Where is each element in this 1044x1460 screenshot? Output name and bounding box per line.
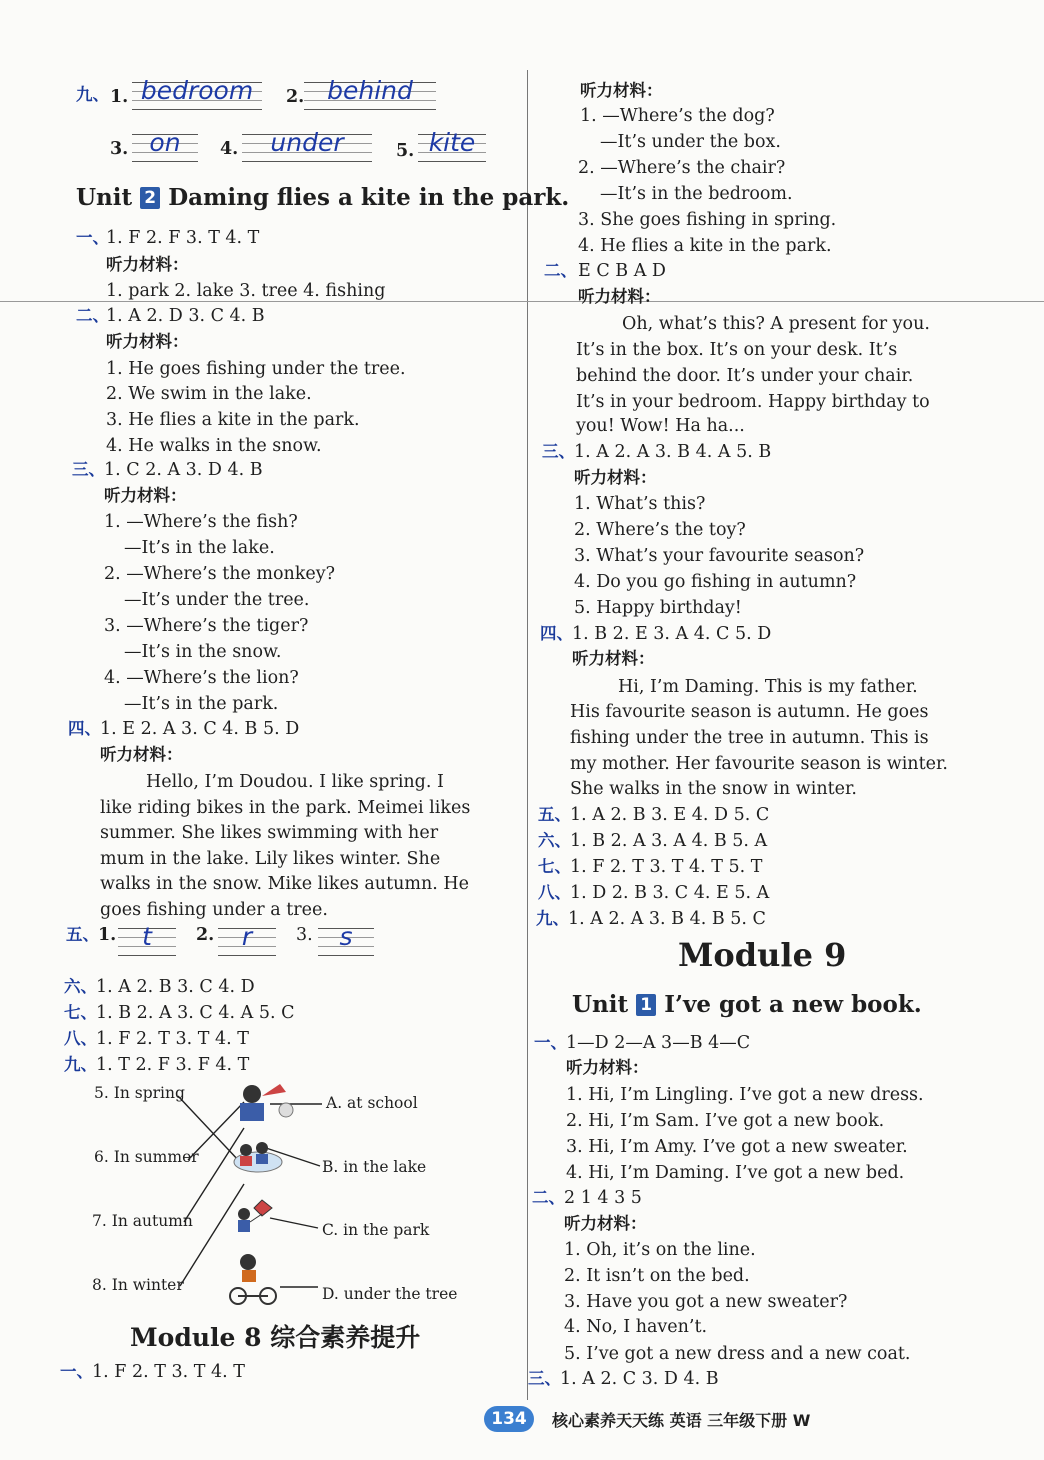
item-number: 2. bbox=[286, 87, 305, 107]
section-label: 三、 bbox=[528, 1369, 561, 1388]
section-label: 九、 bbox=[536, 909, 569, 928]
answers: 1. A 2. C 3. D 4. B bbox=[560, 1369, 719, 1389]
listening-label: 听力材料： bbox=[566, 1058, 649, 1077]
answers: 1. F 2. T 3. T 4. T bbox=[92, 1362, 245, 1382]
listening-line: 4. He flies a kite in the park. bbox=[578, 236, 832, 256]
picture-snow-icon bbox=[240, 1084, 293, 1121]
listening-line: 2. Hi, I’m Sam. I’ve got a new book. bbox=[566, 1111, 885, 1131]
listening-line: 3. —Where’s the tiger? bbox=[104, 616, 309, 636]
answers: 1. F 2. T 3. T 4. T bbox=[96, 1029, 249, 1049]
answers: 1. C 2. A 3. D 4. B bbox=[104, 460, 263, 480]
listening-line: 3. What’s your favourite season? bbox=[574, 546, 865, 566]
match-left-item: 6. In summer bbox=[94, 1148, 199, 1166]
picture-lake-icon bbox=[234, 1142, 282, 1172]
listening-text: 1. park 2. lake 3. tree 4. fishing bbox=[106, 281, 386, 301]
listening-line: 3. He flies a kite in the park. bbox=[106, 410, 360, 430]
listening-line: 3. Hi, I’m Amy. I’ve got a new sweater. bbox=[566, 1137, 908, 1157]
match-line bbox=[270, 1218, 318, 1228]
answers: 2 1 4 3 5 bbox=[564, 1188, 642, 1208]
listening-line: 1. He goes fishing under the tree. bbox=[106, 359, 406, 379]
listening-line: mum in the lake. Lily likes winter. She bbox=[100, 849, 441, 869]
section-label: 二、 bbox=[532, 1188, 565, 1207]
listening-line: 2. Where’s the toy? bbox=[574, 520, 746, 540]
handwritten-answer: on bbox=[149, 128, 181, 157]
listening-line: you! Wow! Ha ha... bbox=[576, 416, 745, 436]
listening-line: 4. Hi, I’m Daming. I’ve got a new bed. bbox=[566, 1163, 905, 1183]
match-left-item: 5. In spring bbox=[94, 1084, 185, 1102]
handwritten-answer: under bbox=[270, 128, 344, 157]
listening-line: 2. It isn’t on the bed. bbox=[564, 1266, 750, 1286]
listening-label: 听力材料： bbox=[100, 745, 183, 764]
unit-number-badge: 2 bbox=[140, 187, 160, 209]
listening-line: 4. —Where’s the lion? bbox=[104, 668, 299, 688]
listening-line: Hi, I’m Daming. This is my father. bbox=[618, 677, 918, 697]
answers: 1. B 2. A 3. A 4. B 5. A bbox=[570, 831, 768, 851]
section-label: 四、 bbox=[68, 719, 101, 738]
listening-line: —It’s in the bedroom. bbox=[600, 184, 793, 204]
section-label: 九、 bbox=[76, 85, 109, 104]
listening-line: 1. What’s this? bbox=[574, 494, 706, 514]
matching-lines bbox=[0, 0, 528, 1320]
section-label: 七、 bbox=[538, 857, 571, 876]
listening-label: 听力材料： bbox=[578, 287, 661, 306]
answers: 1. T 2. F 3. F 4. T bbox=[96, 1055, 250, 1075]
picture-kite-icon bbox=[238, 1200, 272, 1232]
footer-book-title: 核心素养天天练 英语 三年级下册 W bbox=[552, 1411, 811, 1430]
item-number: 1. bbox=[98, 925, 117, 945]
listening-line: my mother. Her favourite season is winter. bbox=[570, 754, 948, 774]
answers: 1. D 2. B 3. C 4. E 5. A bbox=[570, 883, 770, 903]
handwritten-answer: s bbox=[339, 922, 353, 951]
listening-line: His favourite season is autumn. He goes bbox=[570, 702, 929, 722]
listening-line: It’s in your bedroom. Happy birthday to bbox=[576, 392, 930, 412]
listening-line: —It’s under the box. bbox=[600, 132, 781, 152]
answers: 1. A 2. A 3. B 4. A 5. B bbox=[574, 442, 772, 462]
section-label: 一、 bbox=[60, 1362, 93, 1381]
listening-line: 5. I’ve got a new dress and a new coat. bbox=[564, 1344, 911, 1364]
listening-line: —It’s in the park. bbox=[124, 694, 279, 714]
listening-line: 4. He walks in the snow. bbox=[106, 436, 322, 456]
listening-line: It’s in the box. It’s on your desk. It’s bbox=[576, 340, 898, 360]
answers: 1—D 2—A 3—B 4—C bbox=[566, 1033, 751, 1053]
match-right-item: A. at school bbox=[326, 1094, 418, 1112]
listening-line: summer. She likes swimming with her bbox=[100, 823, 439, 843]
listening-line: 4. Do you go fishing in autumn? bbox=[574, 572, 857, 592]
section-label: 一、 bbox=[534, 1033, 567, 1052]
listening-line: behind the door. It’s under your chair. bbox=[576, 366, 914, 386]
section-label: 一、 bbox=[76, 228, 109, 247]
section-label: 六、 bbox=[538, 831, 571, 850]
match-line bbox=[180, 1184, 244, 1286]
listening-line: 3. Have you got a new sweater? bbox=[564, 1292, 848, 1312]
listening-line: 2. —Where’s the chair? bbox=[578, 158, 786, 178]
match-line bbox=[178, 1096, 240, 1162]
section-label: 五、 bbox=[66, 925, 99, 944]
section-label: 三、 bbox=[72, 460, 105, 479]
match-right-item: C. in the park bbox=[322, 1221, 430, 1239]
answers: 1. F 2. T 3. T 4. T 5. T bbox=[570, 857, 763, 877]
handwritten-answer: r bbox=[241, 922, 253, 951]
listening-line: goes fishing under a tree. bbox=[100, 900, 328, 920]
listening-line: 3. She goes fishing in spring. bbox=[578, 210, 837, 230]
answers: 1. B 2. A 3. C 4. A 5. C bbox=[96, 1003, 295, 1023]
listening-line: —It’s in the lake. bbox=[124, 538, 275, 558]
section-label: 四、 bbox=[540, 624, 573, 643]
section-label: 五、 bbox=[538, 805, 571, 824]
section-label: 六、 bbox=[64, 977, 97, 996]
unit-word: Unit bbox=[572, 991, 629, 1018]
listening-label: 听力材料： bbox=[106, 332, 189, 351]
answers: 1. A 2. D 3. C 4. B bbox=[106, 306, 265, 326]
item-number: 3. bbox=[296, 925, 313, 945]
listening-label: 听力材料： bbox=[106, 255, 189, 274]
answers: 1. A 2. B 3. C 4. D bbox=[96, 977, 255, 997]
unit-number-badge: 1 bbox=[636, 994, 656, 1016]
module-9-heading: Module 9 bbox=[678, 936, 847, 974]
listening-label: 听力材料： bbox=[564, 1214, 647, 1233]
page-number-badge: 134 bbox=[484, 1406, 534, 1432]
match-right-item: B. in the lake bbox=[322, 1158, 427, 1176]
listening-line: 1. —Where’s the dog? bbox=[580, 106, 775, 126]
listening-line: 5. Happy birthday! bbox=[574, 598, 742, 618]
handwritten-answer: kite bbox=[428, 128, 476, 157]
item-number: 1. bbox=[110, 87, 129, 107]
handwritten-answer: t bbox=[142, 922, 152, 951]
listening-line: 1. Oh, it’s on the line. bbox=[564, 1240, 756, 1260]
item-number: 3. bbox=[110, 139, 129, 159]
answers: 1. E 2. A 3. C 4. B 5. D bbox=[100, 719, 300, 739]
item-number: 4. bbox=[220, 139, 239, 159]
listening-line: walks in the snow. Mike likes autumn. He bbox=[100, 874, 469, 894]
listening-label: 听力材料： bbox=[574, 468, 657, 487]
listening-line: 1. —Where’s the fish? bbox=[104, 512, 298, 532]
unit-title: I’ve got a new book. bbox=[664, 991, 922, 1018]
section-label: 二、 bbox=[76, 306, 109, 325]
match-left-item: 7. In autumn bbox=[92, 1212, 193, 1230]
listening-label: 听力材料： bbox=[572, 649, 655, 668]
unit-heading bbox=[572, 991, 922, 1018]
match-line bbox=[188, 1102, 244, 1160]
answers: 1. F 2. F 3. T 4. T bbox=[106, 228, 260, 248]
listening-line: fishing under the tree in autumn. This is bbox=[570, 728, 929, 748]
handwritten-answer: bedroom bbox=[140, 76, 254, 105]
listening-line: 4. No, I haven’t. bbox=[564, 1317, 708, 1337]
listening-line: 2. We swim in the lake. bbox=[106, 384, 312, 404]
match-left-item: 8. In winter bbox=[92, 1276, 184, 1294]
listening-line: 1. Hi, I’m Lingling. I’ve got a new dress. bbox=[566, 1085, 924, 1105]
listening-label: 听力材料： bbox=[104, 486, 187, 505]
listening-line: —It’s under the tree. bbox=[124, 590, 310, 610]
listening-line: —It’s in the snow. bbox=[124, 642, 282, 662]
answers: 1. B 2. E 3. A 4. C 5. D bbox=[572, 624, 772, 644]
answers: 1. A 2. B 3. E 4. D 5. C bbox=[570, 805, 770, 825]
listening-line: Hello, I’m Doudou. I like spring. I bbox=[146, 772, 444, 792]
item-number: 2. bbox=[196, 925, 215, 945]
section-label: 八、 bbox=[64, 1029, 97, 1048]
answers: 1. A 2. A 3. B 4. B 5. C bbox=[568, 909, 766, 929]
module-8-review-heading: Module 8 综合素养提升 bbox=[130, 1323, 421, 1352]
unit-word: Unit bbox=[76, 184, 133, 211]
answers: E C B A D bbox=[578, 261, 666, 281]
item-number: 5. bbox=[396, 141, 415, 161]
section-label: 八、 bbox=[538, 883, 571, 902]
listening-line: Oh, what’s this? A present for you. bbox=[622, 314, 930, 334]
section-label: 九、 bbox=[64, 1055, 97, 1074]
handwritten-answer: behind bbox=[327, 76, 413, 105]
match-line bbox=[184, 1128, 244, 1222]
match-right-item: D. under the tree bbox=[322, 1285, 458, 1303]
section-label: 七、 bbox=[64, 1003, 97, 1022]
section-label: 二、 bbox=[544, 261, 577, 280]
listening-line: 2. —Where’s the monkey? bbox=[104, 564, 336, 584]
section-label: 三、 bbox=[542, 442, 575, 461]
unit-title: Daming flies a kite in the park. bbox=[168, 184, 570, 211]
listening-line: She walks in the snow in winter. bbox=[570, 779, 857, 799]
listening-label: 听力材料： bbox=[580, 81, 663, 100]
listening-line: like riding bikes in the park. Meimei likes bbox=[100, 798, 471, 818]
picture-bike-icon bbox=[230, 1254, 276, 1304]
